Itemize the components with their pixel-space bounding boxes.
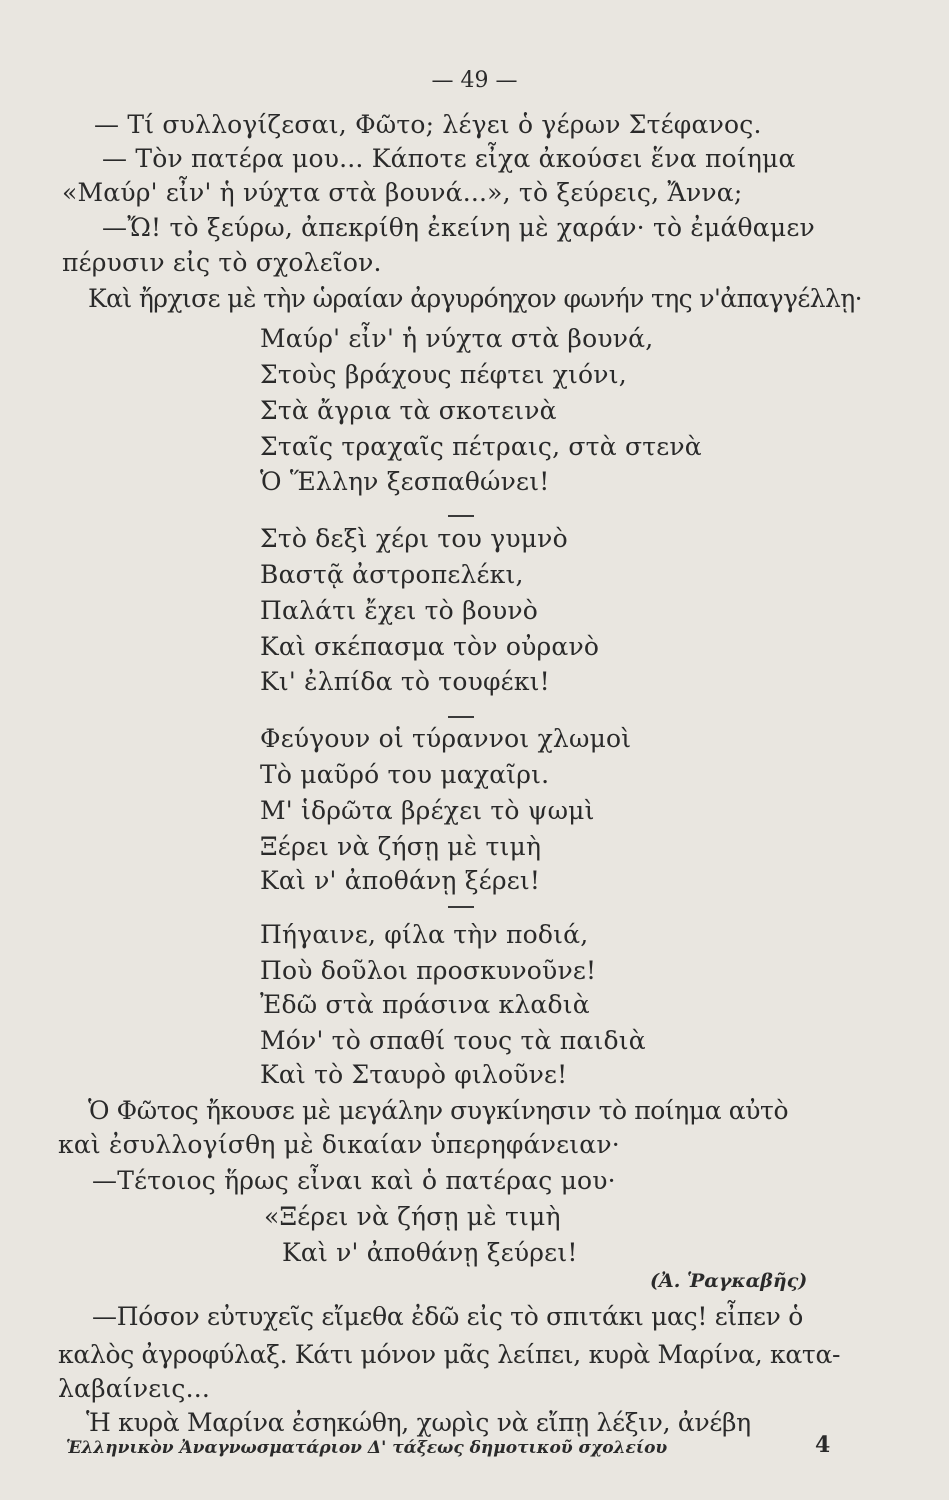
poem-line: Ποὺ δοῦλοι προσκυνοῦνε!: [260, 956, 597, 985]
quote-line: Καὶ ν' ἀποθάνῃ ξεύρει!: [282, 1238, 578, 1267]
poem-attribution: (Ἀ. Ῥαγκαβῆς): [650, 1270, 808, 1292]
stanza-separator: [448, 515, 474, 517]
page-number: — 49 —: [431, 68, 518, 93]
prose-line: καὶ ἐσυλλογίσθη μὲ δικαίαν ὑπερηφάνειαν·: [58, 1130, 620, 1159]
poem-line: Τὸ μαῦρό του μαχαῖρι.: [260, 760, 550, 789]
poem-line: Μαύρ' εἶν' ἡ νύχτα στὰ βουνά,: [260, 324, 654, 353]
prose-line: καλὸς ἀγροφύλαξ. Κάτι μόνον μᾶς λείπει, κυρὰ Μαρίνα, κατα-: [58, 1340, 841, 1369]
poem-line: Στοὺς βράχους πέφτει χιόνι,: [260, 360, 627, 389]
poem-line: Κι' ἐλπίδα τὸ τουφέκι!: [260, 667, 550, 696]
footer-signature-number: 4: [815, 1432, 831, 1458]
stanza-separator: [448, 906, 474, 908]
poem-line: Μόν' τὸ σπαθί τους τὰ παιδιὰ: [260, 1026, 646, 1055]
prose-line: —Πόσον εὐτυχεῖς εἴμεθα ἐδῶ εἰς τὸ σπιτάκι μας! εἶπεν ὁ: [92, 1302, 803, 1331]
prose-line: — Τὸν πατέρα μου... Κάποτε εἶχα ἀκούσει ἕνα ποίημα: [102, 144, 796, 173]
poem-line: Στὸ δεξὶ χέρι του γυμνὸ: [260, 524, 568, 553]
poem-line: Ξέρει νὰ ζήσῃ μὲ τιμὴ: [260, 832, 542, 861]
poem-line: Σταῖς τραχαῖς πέτραις, στὰ στενὰ: [260, 432, 702, 461]
prose-line: Ὁ Φῶτος ἤκουσε μὲ μεγάλην συγκίνησιν τὸ ποίημα αὐτὸ: [88, 1096, 789, 1125]
prose-line: λαβαίνεις...: [58, 1374, 211, 1403]
poem-line: Ἐδῶ στὰ πράσινα κλαδιὰ: [260, 990, 590, 1019]
poem-line: Ὁ Ἕλλην ξεσπαθώνει!: [260, 467, 550, 496]
prose-line: —Ὤ! τὸ ξεύρω, ἀπεκρίθη ἐκείνη μὲ χαράν· τὸ ἐμάθαμεν: [102, 213, 815, 242]
poem-line: Καὶ ν' ἀποθάνῃ ξέρει!: [260, 866, 541, 895]
poem-line: Βαστᾷ ἀστροπελέκι,: [260, 560, 524, 589]
poem-line: Παλάτι ἔχει τὸ βουνὸ: [260, 596, 539, 625]
poem-line: Καὶ σκέπασμα τὸν οὐρανὸ: [260, 632, 600, 661]
prose-line: — Τί συλλογίζεσαι, Φῶτο; λέγει ὁ γέρων Στέφανος.: [94, 110, 762, 139]
prose-line: —Τέτοιος ἥρως εἶναι καὶ ὁ πατέρας μου·: [92, 1166, 616, 1195]
poem-line: Καὶ τὸ Σταυρὸ φιλοῦνε!: [260, 1060, 568, 1089]
poem-line: Πήγαινε, φίλα τὴν ποδιά,: [260, 920, 589, 949]
stanza-separator: [448, 716, 474, 718]
prose-line: Καὶ ἤρχισε μὲ τὴν ὡραίαν ἀργυρόηχον φωνήν της ν'ἀπαγγέλλῃ·: [88, 284, 862, 313]
poem-line: Μ' ἱδρῶτα βρέχει τὸ ψωμὶ: [260, 796, 595, 825]
quote-line: «Ξέρει νὰ ζήσῃ μὲ τιμὴ: [264, 1202, 561, 1231]
prose-line: «Μαύρ' εἶν' ἡ νύχτα στὰ βουνά...», τὸ ξεύρεις, Ἄννα;: [62, 178, 743, 207]
poem-line: Στὰ ἄγρια τὰ σκοτεινὰ: [260, 396, 557, 425]
prose-line: πέρυσιν εἰς τὸ σχολεῖον.: [62, 248, 382, 277]
poem-line: Φεύγουν οἱ τύραννοι χλωμοὶ: [260, 724, 632, 753]
footer-title: Ἑλληνικὸν Ἀναγνωσματάριον Δ' τάξεως δημοτικοῦ σχολείου: [66, 1438, 668, 1458]
prose-line: Ἡ κυρὰ Μαρίνα ἐσηκώθη, χωρὶς νὰ εἴπῃ λέξιν, ἀνέβη: [86, 1408, 751, 1437]
